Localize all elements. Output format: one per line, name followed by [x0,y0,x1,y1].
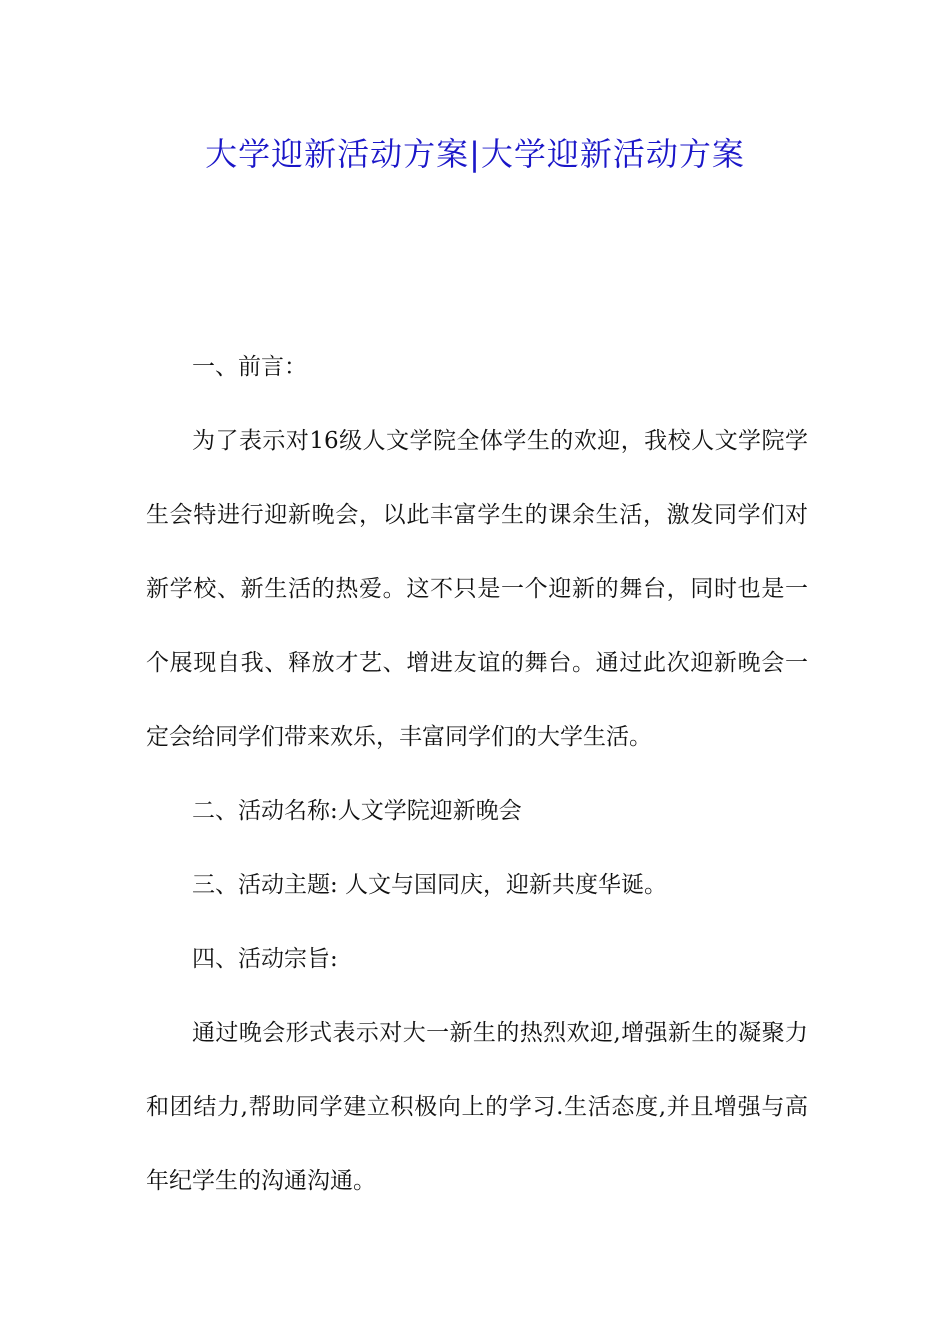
document-title: 大学迎新活动方案|大学迎新活动方案 [205,135,745,173]
paragraph-purpose-content: 通过晚会形式表示对大一新生的热烈欢迎,增强新生的凝聚力和团结力,帮助同学建立积极向上的学习.生活态度,并且增强与高年纪学生的沟通沟通。 [146,1020,808,1194]
section-heading-purpose: 四、活动宗旨: [192,946,338,972]
section-activity-name: 二、活动名称:人文学院迎新晚会 [192,798,522,824]
document-body [146,330,808,1218]
section-heading-preface: 一、前言： [192,354,307,380]
paragraph-preface-content: 为了表示对16级人文学院全体学生的欢迎，我校人文学院学生会特进行迎新晚会，以此丰富学生的课余生活，激发同学们对新学校、新生活的热爱。这不只是一个迎新的舞台，同时也是一个展现自我、释放才艺、增进友谊的舞台。通过此次迎新晚会一定会给同学们带来欢乐，丰富同学们的大学生活。 [146,428,808,750]
section-activity-theme: 三、活动主题: 人文与国同庆，迎新共度华诞。 [192,872,668,898]
